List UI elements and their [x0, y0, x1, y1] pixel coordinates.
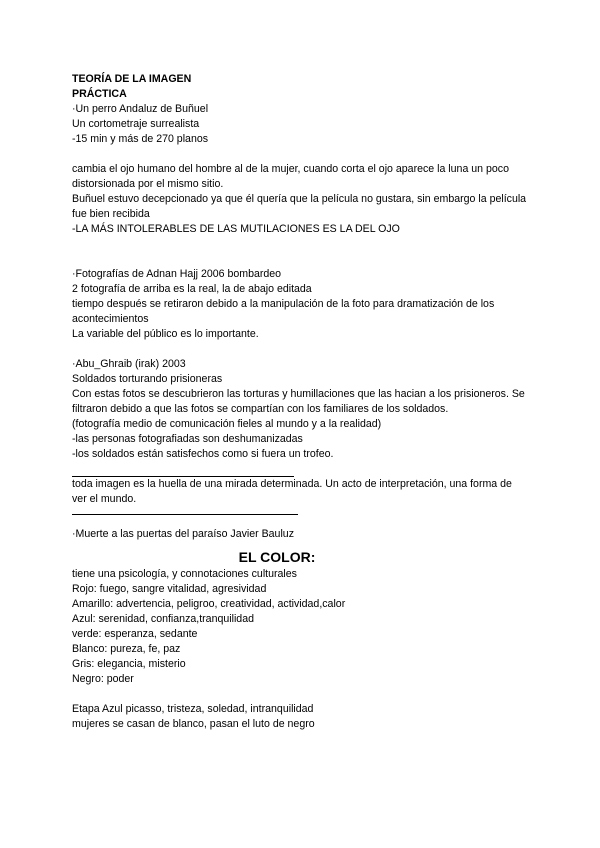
spacer	[72, 147, 532, 162]
color-closing-line: Etapa Azul picasso, tristeza, soledad, intranquilidad	[72, 703, 314, 715]
color-item: Blanco: pureza, fe, paz	[72, 643, 181, 655]
section1-line: Un cortometraje surrealista	[72, 118, 200, 130]
color-item: Gris: elegancia, misterio	[72, 658, 186, 670]
section3-line: Soldados torturando prisioneras	[72, 373, 223, 385]
section1-paragraph: Buñuel estuvo decepcionado ya que él quería que la película no gustara, sin embargo la película fue bien recibida	[72, 193, 527, 220]
section1-line: ·Un perro Andaluz de Buñuel	[72, 103, 209, 115]
section3-note: (fotografía medio de comunicación fieles al mundo y a la realidad)	[72, 418, 382, 430]
document-body	[72, 72, 532, 732]
section1-line: -15 min y más de 270 planos	[72, 133, 209, 145]
section3-note: -las personas fotografiadas son deshumanizadas	[72, 433, 303, 445]
color-item: verde: esperanza, sedante	[72, 628, 198, 640]
section1-quote: -LA MÁS INTOLERABLES DE LAS MUTILACIONES ES LA DEL OJO	[72, 223, 400, 235]
spacer	[72, 237, 532, 267]
color-item: Rojo: fuego, sangre vitalidad, agresividad	[72, 583, 267, 595]
color-section-heading: EL COLOR:	[238, 549, 316, 565]
section3-line: ·Abu_Ghraib (irak) 2003	[72, 358, 186, 370]
section2-line: ·Fotografías de Adnan Hajj 2006 bombardeo	[72, 268, 282, 280]
color-item: Amarillo: advertencia, peligroo, creatividad, actividad,calor	[72, 598, 346, 610]
color-item: Negro: poder	[72, 673, 134, 685]
section3-paragraph: Con estas fotos se descubrieron las torturas y humillaciones que las hacian a los prisioneros. Se filtraron debido a que las fotos se compartían con los familiares de los soldados.	[72, 388, 525, 415]
section2-line: 2 fotografía de arriba es la real, la de abajo editada	[72, 283, 312, 295]
spacer	[72, 342, 532, 357]
quote-block-text: toda imagen es la huella de una mirada determinada. Un acto de interpretación, una forma de ver el mundo.	[72, 478, 512, 505]
color-item: Azul: serenidad, confianza,tranquilidad	[72, 613, 254, 625]
section2-closing: La variable del público es lo importante.	[72, 328, 259, 340]
section1-paragraph: cambia el ojo humano del hombre al de la mujer, cuando corta el ojo aparece la luna un poco distorsionada por el mismo sitio.	[72, 163, 509, 190]
section4-line: ·Muerte a las puertas del paraíso Javier Bauluz	[72, 528, 294, 540]
document-title-line-2: PRÁCTICA	[72, 88, 127, 100]
color-closing-line: mujeres se casan de blanco, pasan el luto de negro	[72, 718, 315, 730]
section3-note: -los soldados están satisfechos como si fuera un trofeo.	[72, 448, 334, 460]
color-section-intro: tiene una psicología, y connotaciones culturales	[72, 568, 297, 580]
document-title-line-1: TEORÍA DE LA IMAGEN	[72, 73, 192, 85]
section2-paragraph: tiempo después se retiraron debido a la manipulación de la foto para dramatización de los acontecimientos	[72, 298, 495, 325]
spacer	[72, 687, 532, 702]
